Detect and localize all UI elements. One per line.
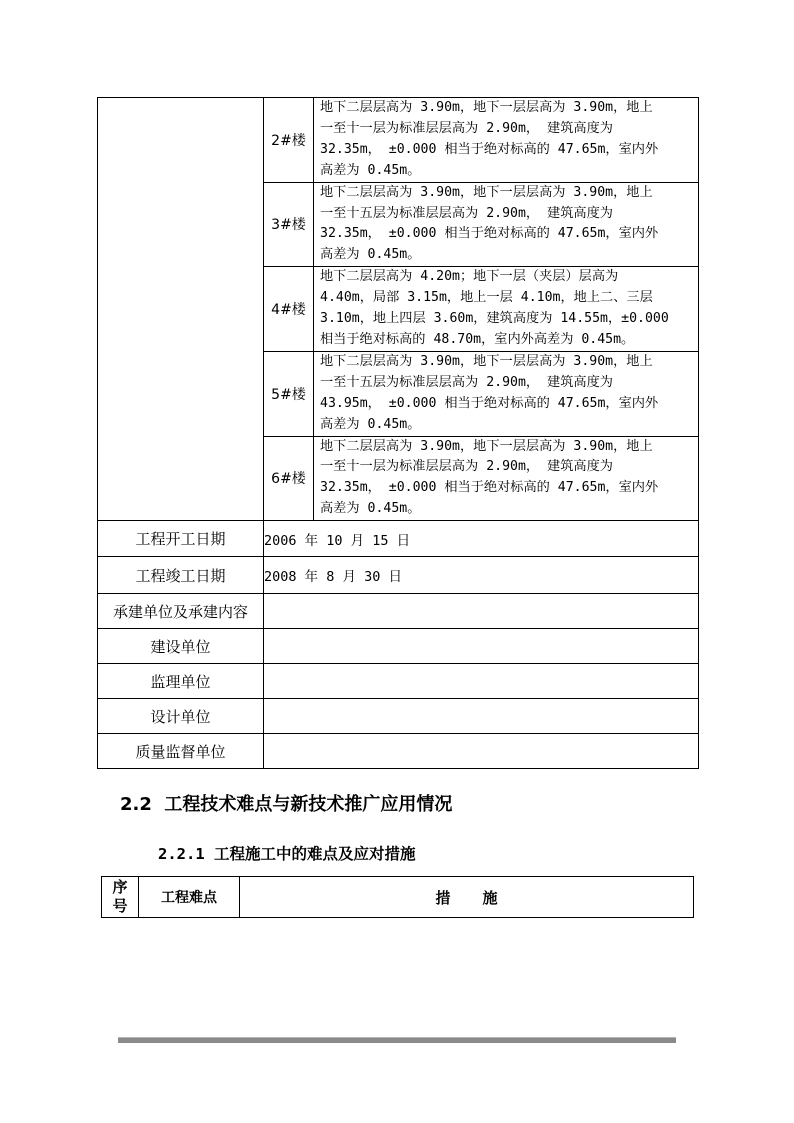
desc-line: 32.35m， ±0.000 相当于绝对标高的 47.65m，室内外 bbox=[320, 480, 659, 496]
building-name: 2#楼 bbox=[264, 98, 314, 183]
building-description bbox=[314, 182, 699, 267]
desc-line: 地下二层层高为 4.20m；地下一层（夹层）层高为 bbox=[320, 269, 619, 285]
building-description bbox=[314, 351, 699, 436]
building-row bbox=[98, 98, 699, 183]
footer-divider bbox=[118, 1037, 676, 1043]
col-header-seq bbox=[102, 877, 139, 918]
col-header-measures bbox=[240, 877, 694, 918]
desc-line: 地下二层层高为 3.90m，地下一层层高为 3.90m，地上 bbox=[320, 438, 653, 454]
section-heading: 2.2 工程技术难点与新技术推广应用情况 bbox=[120, 794, 453, 815]
desc-line: 一至十五层为标准层层高为 2.90m， 建筑高度为 bbox=[320, 374, 613, 390]
building-name: 5#楼 bbox=[264, 351, 314, 436]
desc-line: 32.35m， ±0.000 相当于绝对标高的 47.65m，室内外 bbox=[320, 226, 659, 242]
desc-line: 高差为 0.45m。 bbox=[320, 247, 421, 263]
building-description bbox=[314, 98, 699, 183]
info-row-contractor bbox=[98, 594, 699, 629]
info-value bbox=[264, 629, 699, 664]
desc-line: 4.40m，局部 3.15m，地上一层 4.10m，地上二、三层 bbox=[320, 290, 653, 306]
col-header-seq-line2: 号 bbox=[112, 897, 128, 915]
info-label: 监理单位 bbox=[98, 664, 264, 699]
desc-line: 43.95m， ±0.000 相当于绝对标高的 47.65m，室内外 bbox=[320, 395, 659, 411]
subsection-heading: 2.2.1 工程施工中的难点及应对措施 bbox=[158, 845, 416, 863]
desc-line: 高差为 0.45m。 bbox=[320, 416, 421, 432]
desc-line: 一至十一层为标准层层高为 2.90m， 建筑高度为 bbox=[320, 120, 613, 136]
info-row-owner bbox=[98, 629, 699, 664]
desc-line: 地下二层层高为 3.90m，地下一层层高为 3.90m，地上 bbox=[320, 100, 653, 115]
info-label: 工程竣工日期 bbox=[98, 557, 264, 594]
info-value bbox=[264, 594, 699, 629]
info-row-start-date bbox=[98, 521, 699, 557]
col-header-difficulty: 工程难点 bbox=[139, 877, 240, 918]
desc-line: 3.10m，地上四层 3.60m，建筑高度为 14.55m，±0.000 bbox=[320, 311, 669, 327]
building-description bbox=[314, 267, 699, 352]
info-value: 2008 年 8 月 30 日 bbox=[264, 557, 699, 594]
building-name: 3#楼 bbox=[264, 182, 314, 267]
info-value bbox=[264, 734, 699, 769]
info-label: 建设单位 bbox=[98, 629, 264, 664]
info-row-quality bbox=[98, 734, 699, 769]
building-name: 6#楼 bbox=[264, 436, 314, 521]
info-label: 质量监督单位 bbox=[98, 734, 264, 769]
info-label: 工程开工日期 bbox=[98, 521, 264, 557]
project-info-table bbox=[97, 97, 699, 769]
info-label: 设计单位 bbox=[98, 699, 264, 734]
desc-line: 一至十五层为标准层层高为 2.90m， 建筑高度为 bbox=[320, 205, 613, 221]
merged-label-cell bbox=[98, 98, 264, 521]
col-header-measures-label: 措施 bbox=[435, 888, 530, 907]
desc-line: 一至十一层为标准层层高为 2.90m， 建筑高度为 bbox=[320, 459, 613, 475]
difficulty-table bbox=[101, 876, 694, 918]
desc-line: 地下二层层高为 3.90m，地下一层层高为 3.90m，地上 bbox=[320, 353, 653, 369]
desc-line: 高差为 0.45m。 bbox=[320, 501, 421, 517]
desc-line: 相当于绝对标高的 48.70m，室内外高差为 0.45m。 bbox=[320, 331, 635, 347]
building-name: 4#楼 bbox=[264, 267, 314, 352]
desc-line: 高差为 0.45m。 bbox=[320, 162, 421, 178]
info-row-designer bbox=[98, 699, 699, 734]
info-label: 承建单位及承建内容 bbox=[98, 594, 264, 629]
info-value bbox=[264, 699, 699, 734]
desc-line: 32.35m， ±0.000 相当于绝对标高的 47.65m，室内外 bbox=[320, 141, 659, 157]
info-row-end-date bbox=[98, 557, 699, 594]
desc-line: 地下二层层高为 3.90m，地下一层层高为 3.90m，地上 bbox=[320, 184, 653, 200]
info-value: 2006 年 10 月 15 日 bbox=[264, 521, 699, 557]
col-header-seq-line1: 序 bbox=[112, 878, 128, 896]
building-description bbox=[314, 436, 699, 521]
difficulty-table-header bbox=[102, 877, 694, 918]
info-row-supervisor bbox=[98, 664, 699, 699]
info-value bbox=[264, 664, 699, 699]
